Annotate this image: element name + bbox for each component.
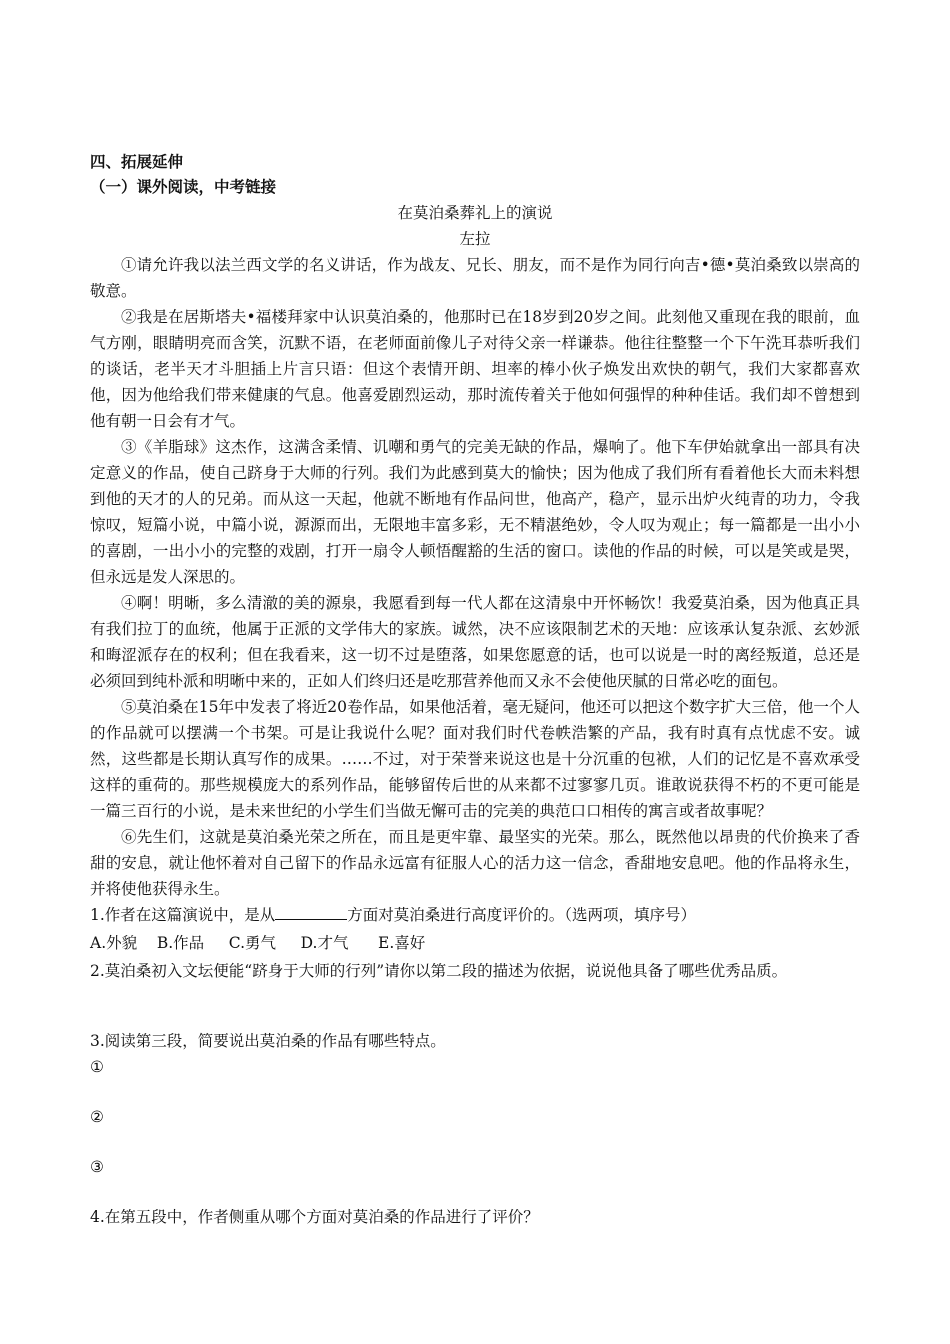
answer-mark-3: ③: [90, 1158, 104, 1176]
answer-space[interactable]: [90, 1130, 860, 1154]
question-1: [90, 902, 860, 928]
answer-mark-1: ①: [90, 1058, 104, 1076]
paragraph-1: ①请允许我以法兰西文学的名义讲话，作为战友、兄长、朋友，而不是作为同行向吉•德•莫泊桑致以崇高的敬意。: [90, 256, 860, 300]
paragraph-3: ③《羊脂球》这杰作，这满含柔情、讥嘲和勇气的完美无缺的作品，爆响了。他下车伊始就拿出一部具有决定意义的作品，使自己跻身于大师的行列。我们为此感到莫大的愉快；因为他成了我们所有看着他长大而未料想到他的天才的人的兄弟。而从这一天起，他就不断地有作品问世，他高产，稳产，显示出炉火纯青的功力，令我惊叹，短篇小说，中篇小说，源源而出，无限地丰富多彩，无不精湛绝妙，令人叹为观止；每一篇都是一出小小的喜剧，一出小小的完整的戏剧，打开一扇令人顿悟醒豁的生活的窗口。读他的作品的时候，可以是笑或是哭，但永远是发人深思的。: [90, 438, 860, 586]
question-1-prefix: 1.作者在这篇演说中，是从: [90, 906, 276, 924]
question-1-options: A.外貌 B.作品 C.勇气 D.才气 E.喜好: [90, 934, 426, 952]
question-2: 2.莫泊桑初入文坛便能“跻身于大师的行列”请你以第二段的描述为依据，说说他具备了哪些优秀品质。: [90, 962, 788, 980]
answer-mark-2: ②: [90, 1108, 104, 1126]
paragraph-4: ④啊！明晰，多么清澈的美的源泉，我愿看到每一代人都在这清泉中开怀畅饮！我爱莫泊桑，因为他真正具有我们拉丁的血统，他属于正派的文学伟大的家族。诚然，决不应该限制艺术的天地：应该承认复杂派、玄妙派和晦涩派存在的权利；但在我看来，这一切不过是堕落，如果您愿意的话，也可以说是一时的离经叛道，总还是必须回到纯朴派和明晰中来的，正如人们终归还是吃那营养他而又永不会使他厌腻的日常必吃的面包。: [90, 594, 860, 690]
article-title: 在莫泊桑葬礼上的演说: [397, 204, 553, 222]
question-1-suffix: 方面对莫泊桑进行高度评价的。（选两项，填序号）: [347, 906, 697, 924]
worksheet-page: [90, 150, 860, 1230]
answer-space[interactable]: [90, 1180, 860, 1204]
paragraph-2: ②我是在居斯塔夫•福楼拜家中认识莫泊桑的，他那时已在18岁到20岁之间。此刻他又重现在我的眼前，血气方刚，眼睛明亮而含笑，沉默不语，在老师面前像儿子对待父亲一样谦恭。他往往整整一个下午洗耳恭听我们的谈话，老半天才斗胆插上片言只语：但这个表情开朗、坦率的棒小伙子焕发出欢快的朝气，我们大家都喜欢他，因为他给我们带来健康的气息。他喜爱剧烈运动，那时流传着关于他如何强悍的种种佳话。我们却不曾想到他有朝一日会有才气。: [90, 308, 860, 430]
question-4: 4.在第五段中，作者侧重从哪个方面对莫泊桑的作品进行了评价？: [90, 1208, 539, 1226]
paragraph-6: ⑥先生们，这就是莫泊桑光荣之所在，而且是更牢靠、最坚实的光荣。那么，既然他以昂贵的代价换来了香甜的安息，就让他怀着对自己留下的作品永远富有征服人心的活力这一信念，香甜地安息吧。他的作品将永生，并将使他获得永生。: [90, 828, 860, 898]
answer-space[interactable]: [90, 984, 860, 1028]
question-3: 3.阅读第三段，简要说出莫泊桑的作品有哪些特点。: [90, 1032, 446, 1050]
answer-blank[interactable]: [275, 903, 347, 920]
paragraph-5: ⑤莫泊桑在15年中发表了将近20卷作品，如果他活着，毫无疑问，他还可以把这个数字扩大三倍，他一个人的作品就可以摆满一个书架。可是让我说什么呢？面对我们时代卷帙浩繁的产品，我有时真有点忧虑不安。诚然，这些都是长期认真写作的成果。……不过，对于荣誉来说这也是十分沉重的包袱，人们的记忆是不喜欢承受这样的重荷的。那些规模庞大的系列作品，能够留传后世的从来都不过寥寥几页。谁敢说获得不朽的不更可能是一篇三百行的小说，是未来世纪的小学生们当做无懈可击的完美的典范口口相传的寓言或者故事呢？: [90, 698, 860, 820]
article-author: 左拉: [459, 230, 491, 248]
answer-space[interactable]: [90, 1080, 860, 1104]
sub-heading: （一）课外阅读，中考链接: [90, 178, 277, 196]
section-heading: 四、拓展延伸: [90, 153, 184, 171]
